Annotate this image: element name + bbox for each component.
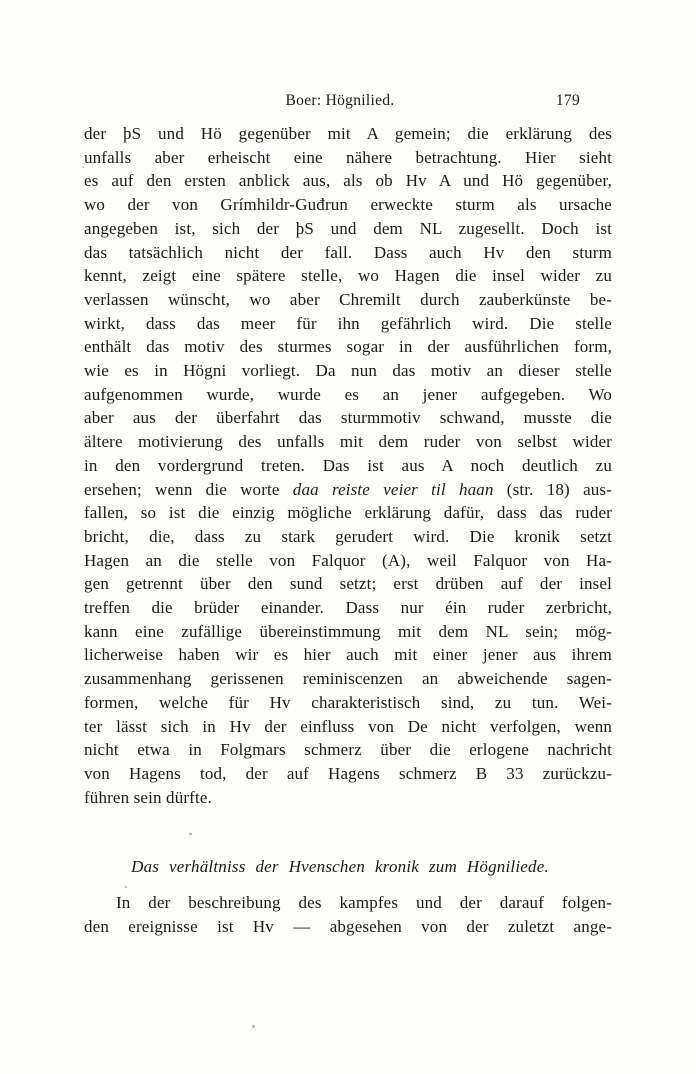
running-header-title: Boer: Högnilied. xyxy=(285,92,395,109)
section-heading: Das verhältniss der Hvenschen kronik zum Högniliede. xyxy=(131,857,549,877)
scan-speck xyxy=(82,166,84,168)
scan-speck xyxy=(252,1025,255,1028)
text-line: den ereignisse ist Hv — abgesehen von der zuletzt ange- xyxy=(84,917,612,937)
text-line: wo der von Grímhildr-Guđrun erweckte sturm als ursache xyxy=(84,195,612,215)
text-line: es auf den ersten anblick aus, als ob Hv A und Hö gegenüber, xyxy=(84,171,612,191)
text-line: unfalls aber erheischt eine nähere betrachtung. Hier sieht xyxy=(84,147,612,167)
text-line: nicht etwa in Folgmars schmerz über die erlogene nachricht xyxy=(84,740,612,760)
text-line: formen, welche für Hv charakteristisch sind, zu tun. Wei- xyxy=(84,692,612,712)
page-number: 179 xyxy=(555,92,580,109)
text-line-with-quote xyxy=(84,478,612,502)
text-line: wie es in Högni vorliegt. Da nun das motiv an dieser stelle xyxy=(84,361,612,381)
text-line: kennt, zeigt eine spätere stelle, wo Hagen die insel wider zu xyxy=(84,266,612,286)
text-line: von Hagens tod, der auf Hagens schmerz B 33 zurückzu- xyxy=(84,763,612,783)
text-line: führen sein dürfte. xyxy=(84,787,212,807)
text-line: In der beschreibung des kampfes und der darauf folgen- xyxy=(116,893,612,913)
text-line: Hagen an die stelle von Falquor (A), weil Falquor von Ha- xyxy=(84,550,612,570)
text-segment: (str. 18) aus- xyxy=(493,479,612,499)
text-line: enthält das motiv des sturmes sogar in der ausführlichen form, xyxy=(84,337,612,357)
scan-speck xyxy=(125,886,127,888)
text-line: das tatsächlich nicht der fall. Dass auch Hv den sturm xyxy=(84,242,612,262)
text-line: aber aus der überfahrt das sturmmotiv schwand, musste die xyxy=(84,408,612,428)
paragraph-continuation xyxy=(84,122,612,809)
scan-speck xyxy=(189,833,192,835)
text-line: in den vordergrund treten. Das ist aus A noch deutlich zu xyxy=(84,455,612,475)
page-body xyxy=(84,122,612,939)
text-segment: ersehen; wenn die worte xyxy=(84,479,293,499)
text-line: verlassen wünscht, wo aber Chremilt durch zauberkünste be- xyxy=(84,289,612,309)
text-line: gen getrennt über den sund setzt; erst drüben auf der insel xyxy=(84,574,612,594)
text-line: angegeben ist, sich der þS und dem NL zugesellt. Doch ist xyxy=(84,218,612,238)
text-line: aufgenommen wurde, wurde es an jener aufgegeben. Wo xyxy=(84,384,612,404)
text-line: treffen die brüder einander. Dass nur éin ruder zerbricht, xyxy=(84,598,612,618)
text-line: ältere motivierung des unfalls mit dem ruder von selbst wider xyxy=(84,432,612,452)
text-line: zusammenhang gerissenen reminiscenzen an abweichende sagen- xyxy=(84,669,612,689)
text-line: fallen, so ist die einzig mögliche erklärung dafür, dass das ruder xyxy=(84,503,612,523)
text-line: bricht, die, dass zu stark gerudert wird. Die kronik setzt xyxy=(84,526,612,546)
running-header xyxy=(84,92,612,112)
text-line: kann eine zufällige übereinstimmung mit dem NL sein; mög- xyxy=(84,621,612,641)
text-line: wirkt, dass das meer für ihn gefährlich wird. Die stelle xyxy=(84,313,612,333)
text-line: licherweise haben wir es hier auch mit einer jener aus ihrem xyxy=(84,645,612,665)
text-line: ter lässt sich in Hv der einfluss von De nicht verfolgen, wenn xyxy=(84,716,612,736)
text-line: der þS und Hö gegenüber mit A gemein; die erklärung des xyxy=(84,124,612,143)
paragraph xyxy=(84,891,612,938)
quoted-verse: daa reiste veier til haan xyxy=(292,479,494,499)
